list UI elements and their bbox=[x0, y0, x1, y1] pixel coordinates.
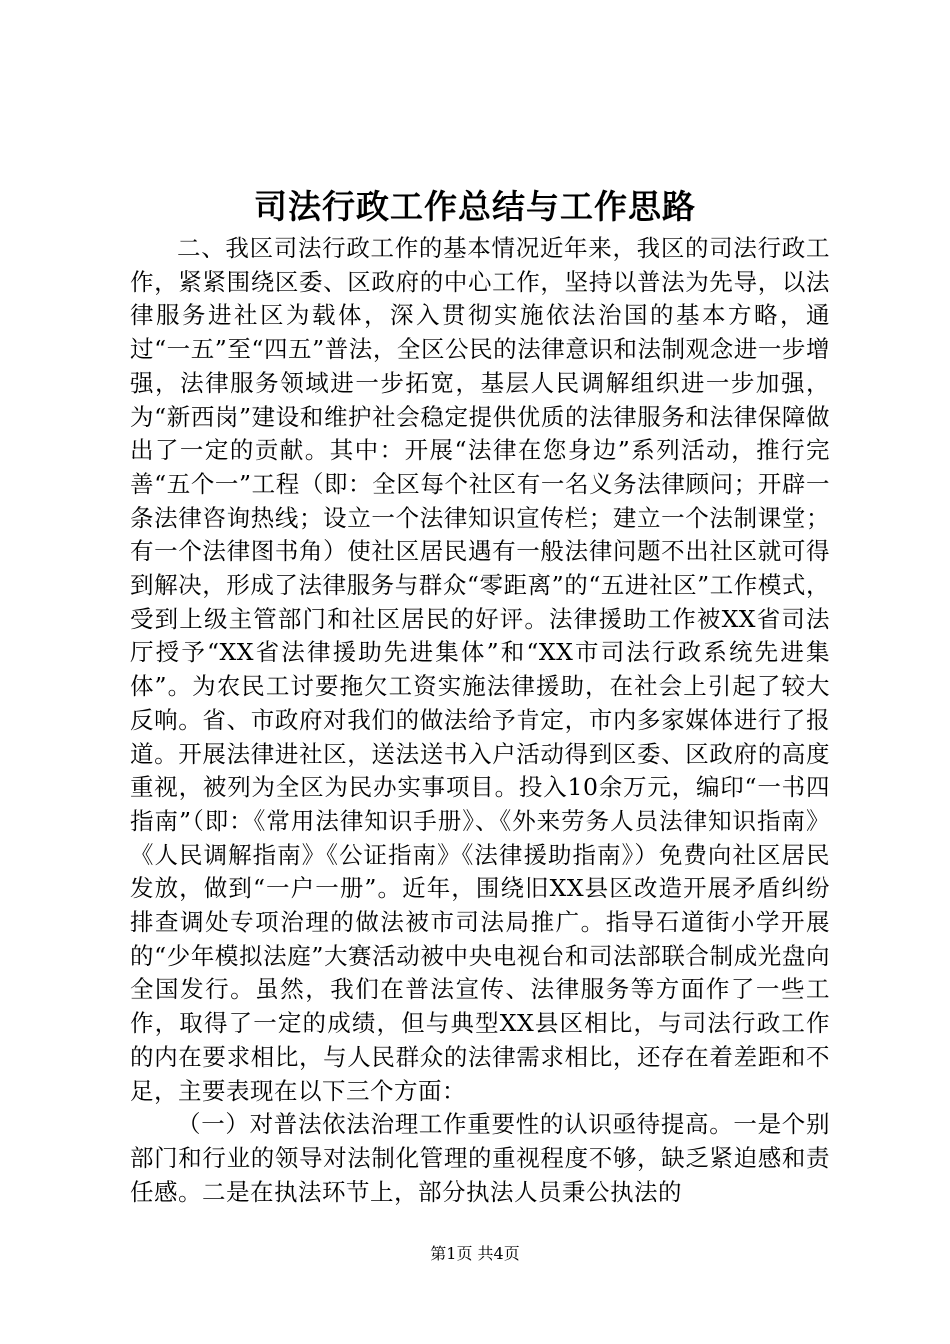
page-footer: 第1页 共4页 bbox=[430, 1244, 520, 1263]
document-title: 司法行政工作总结与工作思路 bbox=[254, 187, 696, 226]
paragraph-2: （一）对普法依法治理工作重要性的认识亟待提高。一是个别部门和行业的领导对法制化管理的重视程度不够，缺乏紧迫感和责任感。二是在执法环节上，部分执法人员秉公执法的 bbox=[130, 1110, 830, 1206]
document-body bbox=[130, 232, 830, 1209]
paragraph-1: 二、我区司法行政工作的基本情况近年来，我区的司法行政工作，紧紧围绕区委、区政府的中心工作，坚持以普法为先导，以法律服务进社区为载体，深入贯彻实施依法治国的基本方略，通过“一五”至“四五”普法，全区公民的法律意识和法制观念进一步增强，法律服务领域进一步拓宽，基层人民调解组织进一步加强，为“新西岗”建设和维护社会稳定提供优质的法律服务和法律保障做出了一定的贡献。其中：开展“法律在您身边”系列活动，推行完善“五个一”工程（即：全区每个社区有一名义务法律顾问；开辟一条法律咨询热线；设立一个法律知识宣传栏；建立一个法制课堂；有一个法律图书角）使社区居民遇有一般法律问题不出社区就可得到解决，形成了法律服务与群众“零距离”的“五进社区”工作模式，受到上级主管部门和社区居民的好评。法律援助工作被XX省司法厅授予“XX省法律援助先进集体”和“XX市司法行政系统先进集体”。为农民工讨要拖欠工资实施法律援助，在社会上引起了较大反响。省、市政府对我们的做法给予肯定，市内多家媒体进行了报道。开展法律进社区，送法送书入户活动得到区委、区政府的高度重视，被列为全区为民办实事项目。投入10余万元，编印“一书四指南”（即：《常用法律知识手册》、《外来劳务人员法律知识指南》《人民调解指南》《公证指南》《法律援助指南》）免费向社区居民发放，做到“一户一册”。近年，围绕旧XX县区改造开展矛盾纠纷排查调处专项治理的做法被市司法局推广。指导石道街小学开展的“少年模拟法庭”大赛活动被中央电视台和司法部联合制成光盘向全国发行。虽然，我们在普法宣传、法律服务等方面作了一些工作，取得了一定的成绩，但与典型XX县区相比，与司法行政工作的内在要求相比，与人民群众的法律需求相比，还存在着差距和不足，主要表现在以下三个方面： bbox=[130, 234, 830, 1105]
